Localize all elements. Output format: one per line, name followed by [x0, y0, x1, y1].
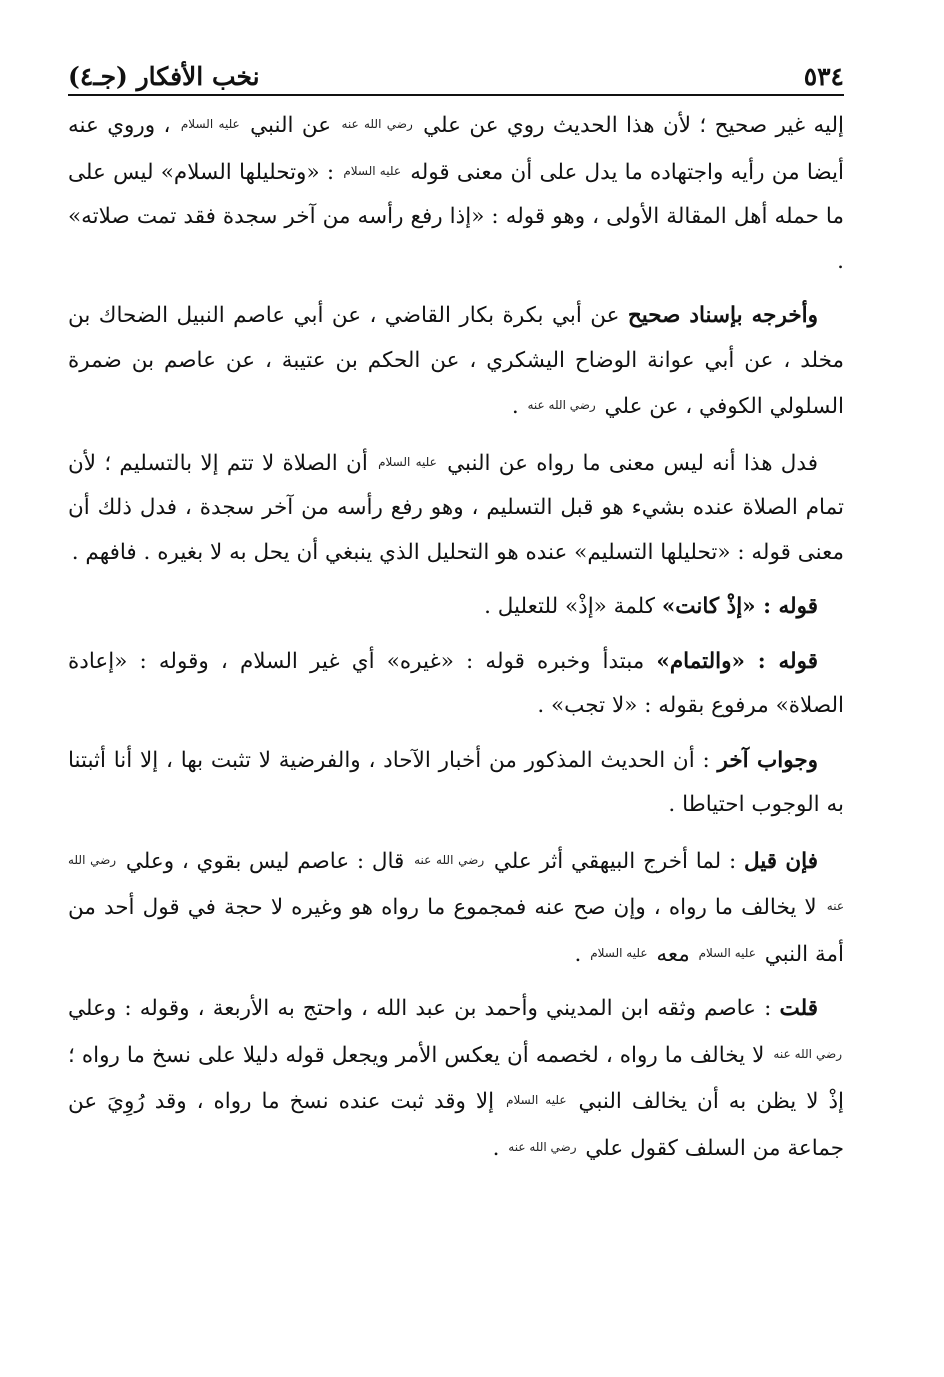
paragraph — [68, 739, 844, 828]
honorific-mark: عليه السلام — [590, 945, 648, 960]
book-page — [68, 52, 844, 1337]
running-header — [68, 52, 844, 92]
paragraph-lead: فإن قيل — [743, 848, 818, 874]
paragraph-lead: وأخرجه بإسناد صحيح — [627, 303, 818, 328]
honorific-mark: عليه السلام — [378, 454, 437, 469]
paragraph-text: أن الصلاة لا تتم إلا بالتسليم ؛ لأن تمام الصلاة عنده بشيء هو قبل التسليم ، وهو رفع رأسه من آخر سجدة ، فدل ذلك أن معنى قوله : «تحليلها التسليم» عنده هو التحليل الذي ينبغي أن يحل به لا بغيره . فافهم . — [68, 450, 844, 565]
paragraph — [68, 440, 844, 576]
paragraph-text: معه — [649, 941, 697, 967]
page-body — [68, 102, 844, 1171]
paragraph — [68, 640, 844, 729]
paragraph — [68, 585, 844, 630]
paragraph-text: كلمة «إذْ» للتعليل . — [484, 594, 662, 619]
paragraph-text: فدل هذا أنه ليس معنى ما رواه عن النبي — [438, 450, 818, 476]
paragraph-text: عن النبي — [241, 113, 340, 138]
paragraph — [68, 294, 844, 430]
honorific-mark: رضي الله عنه — [527, 398, 596, 412]
book-title: نخب الأفكار (جـ٤) — [68, 62, 260, 91]
honorific-mark: رضي الله عنه — [68, 852, 844, 913]
paragraph-text: مبتدأ وخبره قوله : «غيره» أي غير السلام ، وقوله : «إعادة الصلاة» مرفوع بقوله : «لا تجب» . — [68, 648, 844, 718]
paragraph-text: . — [574, 941, 589, 967]
honorific-mark: عليه السلام — [698, 945, 756, 960]
paragraph-text: لا يخالف ما رواه ، وإن صح عنه فمجموع ما رواه هو وغيره لا حجة في قول أحد من أمة النبي — [68, 895, 844, 967]
paragraph-text: . — [492, 1135, 507, 1161]
paragraph-text: ، وروي عنه أيضا من رأيه واجتهاده ما يدل على أن معنى قوله — [68, 113, 844, 185]
paragraph — [68, 102, 844, 284]
paragraph-text: إلا وقد ثبت عنده نسخ ما رواه ، وقد رُوِيَ عن جماعة من السلف كقول علي — [68, 1089, 844, 1161]
paragraph-text: . — [511, 394, 526, 419]
honorific-mark: عليه السلام — [506, 1093, 567, 1107]
honorific-mark: رضي الله عنه — [414, 852, 485, 867]
paragraph-text: عن أبي بكرة بكار القاضي ، عن أبي عاصم النبيل الضحاك بن مخلد ، عن أبي عوانة الوضاح اليشكري ، عن الحكم بن عتيبة ، عن عاصم بن ضمرة السلولي الكوفي ، عن علي — [68, 303, 844, 419]
paragraph-lead: قوله : «إذْ كانت» — [661, 594, 818, 619]
honorific-mark: رضي الله عنه — [508, 1139, 577, 1154]
paragraph-lead: وجواب آخر — [717, 747, 819, 773]
paragraph-text: : لما أخرج البيهقي أثر علي — [486, 848, 744, 874]
paragraph — [68, 838, 844, 978]
paragraph-lead: قوله : «والتمام» — [656, 648, 818, 674]
page-number: ٥٣٤ — [803, 62, 844, 91]
paragraph-text: : «وتحليلها السلام» ليس على ما حمله أهل المقالة الأولى ، وهو قوله : «إذا رفع رأسه من آخر سجدة فقد تمت صلاته» . — [68, 159, 844, 274]
paragraph-lead: قلت — [779, 996, 818, 1021]
paragraph-text: : أن الحديث المذكور من أخبار الآحاد ، والفرضية لا تثبت بها ، إلا أنا أثبتنا به الوجوب احتياطا . — [68, 747, 844, 817]
paragraph-text: قال : عاصم ليس بقوي ، وعلي — [118, 848, 413, 874]
honorific-mark: عليه السلام — [180, 117, 240, 131]
paragraph-text: : عاصم وثقه ابن المديني وأحمد بن عبد الله ، واحتج به الأربعة ، وقوله : وعلي — [68, 996, 780, 1021]
paragraph-text: لا يخالف ما رواه ، لخصمه أن يعكس الأمر ويجعل قوله دليلا على نسخ ما رواه ؛ إذْ لا يظن به أن يخالف النبي — [68, 1042, 844, 1114]
honorific-mark: عليه السلام — [343, 163, 401, 178]
honorific-mark: رضي الله عنه — [341, 117, 413, 131]
honorific-mark: رضي الله عنه — [773, 1046, 842, 1061]
paragraph — [68, 987, 844, 1171]
paragraph-text: إليه غير صحيح ؛ لأن هذا الحديث روي عن علي — [414, 113, 844, 138]
header-divider — [68, 94, 844, 96]
